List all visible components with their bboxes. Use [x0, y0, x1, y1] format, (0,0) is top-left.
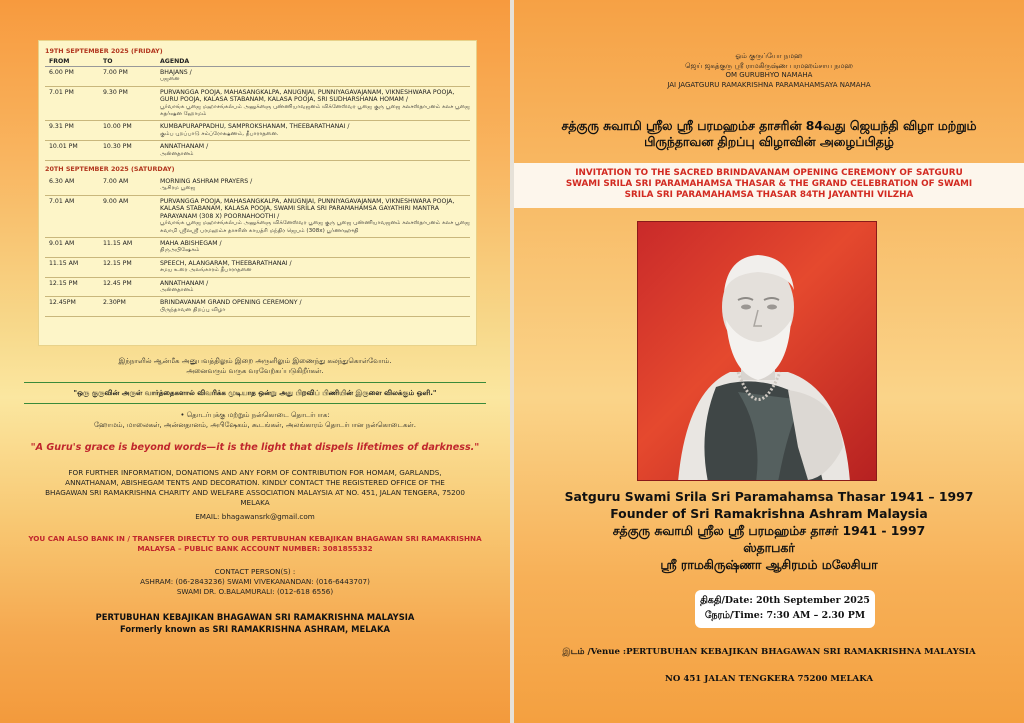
tamil-welcome-line1: இந்நாளில் ஆன்மீக அனுபவத்திலும் இறை அருளிலும் இணைந்து கலந்துகொள்வோம். [118, 357, 392, 365]
row-to: 10.30 PM [103, 143, 132, 151]
row-agenda-tamil: ஆசிரம பூஜை [160, 185, 196, 192]
row-from: 7.01 AM [49, 197, 75, 205]
founder-role: Founder of Sri Ramakrishna Ashram Malaysia [610, 506, 928, 521]
row-agenda-tamil: கும்ப புறப்பாடு சம்ப்ரோக்ஷணம், தீபாராதனை. [160, 130, 279, 137]
row-agenda-english: ANNATHANAM / [160, 143, 209, 151]
email-line: EMAIL: bhagawansrk@gmail.com [195, 512, 315, 521]
row-from: 7.01 PM [49, 88, 74, 96]
info-line4: MELAKA [240, 498, 270, 507]
row-agenda-english: BRINDAVANAM GRAND OPENING CEREMONY / [160, 299, 302, 307]
invocation-block [514, 52, 1024, 90]
row-from: 11.15 AM [49, 259, 79, 267]
schedule-row [45, 141, 470, 161]
schedule-row [45, 67, 470, 87]
row-agenda [160, 89, 470, 119]
org-name: PERTUBUHAN KEBAJIKAN BHAGAWAN SRI RAMAKRISHNA MALAYSIA [95, 612, 415, 622]
row-agenda-english: PURVANGGA POOJA, MAHASANGKALPA, ANUGNJAI, PUNNIYAGAVAJANAM, VIKNESHWARA POOJA, GURU POOJA, KALASA STABANAM, KALASA POOJA, SRI SUDHARSHANA HOMAM / [160, 88, 455, 104]
row-agenda [160, 143, 470, 158]
bank-info [0, 534, 510, 554]
row-agenda-tamil: பஜனை [160, 76, 180, 83]
contact-line1: ASHRAM: (06-2843236) SWAMI VIVEKANANDAN: (016-6443707) [140, 577, 370, 586]
row-from: 6.30 AM [49, 178, 75, 186]
row-agenda-english: PURVANGGA POOJA, MAHASANGKALPA, ANUGNJAI, PUNNIYAGAVAJANAM, VIKNESHWARA POOJA, KALASA STABANAM, KALASA POOJA, SWAMI SRILA SRI PARAMAHAMSA GAYATHIRI MANTRA PARAYANAM (308 X) POORNAHOOTHI / [160, 197, 455, 220]
invitation-line2: SWAMI SRILA SRI PARAMAHAMSA THASAR & THE GRAND CELEBRATION OF SWAMI [565, 179, 973, 189]
founder-block [514, 488, 1024, 573]
row-agenda-tamil: பூர்வாங்க பூஜை மஹாசங்கல்பம் அனுக்ஞை விக்னேஸ்வர பூஜை குரு பூஜை புண்ணியாவஜனம் கலசஸ்தாபனம் கலச பூஜை சுவாமி ஸ்ரீலஸ்ரீ பரமஹம்ச தாசரின் காயத்ரி மந்திர ஜெபம் (308x) பூர்ணாஹுதி [160, 220, 470, 234]
col-agenda: AGENDA [160, 58, 190, 65]
row-agenda [160, 240, 470, 255]
row-to: 7.00 AM [103, 178, 129, 186]
row-agenda-english: KUMBAPURAPPADHU, SAMPROKSHANAM, THEEBARATHANAI / [160, 123, 350, 131]
founder-tamil-ashram: ஸ்ரீ ராமகிருஷ்ணா ஆசிரமம் மலேசியா [660, 557, 878, 572]
tamil-title-line1: சத்குரு சுவாமி ஸ்ரீல ஸ்ரீ பரமஹம்ச தாசரின் 84வது ஜெயந்தி விழா மற்றும் [561, 118, 977, 133]
row-from: 9.31 PM [49, 123, 74, 131]
contact-line2: SWAMI DR. O.BALAMURALI: (012-618 6556) [176, 587, 334, 596]
row-from: 6.00 PM [49, 69, 74, 76]
invitation-line1: INVITATION TO THE SACRED BRINDAVANAM OPENING CEREMONY OF SATGURU [575, 168, 963, 178]
bank-line1: YOU CAN ALSO BANK IN / TRANSFER DIRECTLY TO OUR PERTUBUHAN KEBAJIKAN BHAGAWAN SRI RAMAKRISHNA [28, 534, 482, 543]
schedule-row [45, 278, 470, 298]
row-agenda [160, 299, 470, 314]
schedule-row [45, 176, 470, 196]
tamil-welcome [0, 356, 510, 376]
row-agenda-tamil: திருஅபிஷேகம் [160, 247, 200, 254]
day2-rows [45, 176, 470, 317]
info-line1: FOR FURTHER INFORMATION, DONATIONS AND ANY FORM OF CONTRIBUTION FOR HOMAM, GARLANDS, [68, 468, 442, 477]
row-agenda [160, 260, 470, 275]
bank-line2: MALAYSA – PUBLIC BANK ACCOUNT NUMBER: 3081855332 [137, 544, 373, 553]
venue-line2: NO 451 JALAN TENGKERA 75200 MELAKA [665, 674, 873, 684]
left-page [0, 0, 510, 723]
schedule-row [45, 297, 470, 317]
col-from: FROM [49, 58, 70, 65]
row-agenda [160, 123, 470, 138]
col-to: TO [103, 58, 113, 65]
day2-title: 20TH SEPTEMBER 2025 (SATURDAY) [45, 165, 175, 174]
row-to: 12.45 PM [103, 279, 132, 287]
invocation-line2: ஜெய் ஜகத்குரு ஸ்ரீ ராமகிருஷ்ண பரமஹம்சாய நமஹ [685, 61, 853, 70]
row-from: 9.01 AM [49, 239, 75, 247]
founder-tamil-name: சத்குரு சுவாமி ஸ்ரீல ஸ்ரீ பரமஹம்ச தாசர் 1941 - 1997 [612, 523, 926, 538]
info-line2: ANNATHANAM, ABISHEGAM TENTS AND DECORATION. KINDLY CONTACT THE REGISTERED OFFICE OF THE [65, 478, 445, 487]
founder-tamil-role: ஸ்தாபகர் [743, 540, 795, 555]
row-agenda-tamil: அன்னதானம் [160, 150, 194, 157]
contact-block [0, 567, 510, 597]
row-to: 12.15 PM [103, 259, 132, 267]
schedule-row [45, 121, 470, 141]
schedule-row [45, 238, 470, 258]
invocation-line3: OM GURUBHYO NAMAHA [725, 71, 813, 79]
row-from: 12.45PM [49, 299, 76, 307]
row-agenda-english: ANNATHANAM / [160, 279, 209, 287]
tamil-contrib-line1: • தொடர்புக்கு மற்றும் நன்கொடை தொடர்பாக: [180, 411, 330, 419]
row-agenda-english: BHAJANS / [160, 69, 192, 76]
invocation-line1: ஓம் குருப்யோ நமஹ [735, 52, 803, 60]
english-quote: "A Guru's grace is beyond words—it is the light that dispels lifetimes of darkness." [30, 442, 480, 453]
tamil-contribution [0, 410, 510, 430]
tamil-title-line2: பிருந்தாவன திறப்பு விழாவின் அழைப்பிதழ் [644, 134, 894, 149]
row-to: 11.15 AM [103, 239, 133, 247]
row-to: 9.00 AM [103, 197, 129, 205]
invocation-line4: JAI JAGATGURU RAMAKRISHNA PARAMAHAMSAYA NAMAHA [667, 80, 871, 89]
row-from: 12.15 PM [49, 279, 78, 287]
row-agenda-tamil: சமய உரை அலங்காரம் தீபாராதனை [160, 267, 252, 274]
row-agenda-english: SPEECH, ALANGARAM, THEEBARATHANAI / [160, 259, 292, 267]
row-agenda-tamil: பூர்வாங்க பூஜை மஹாசங்கல்பம் அனுக்ஞை புண்ணியாவஜனம் விக்னேஸ்வர பூஜை குரு பூஜை கலசஸ்தாபனம் கலச பூஜை சுதர்ஷன ஹோமம் [160, 103, 470, 118]
contact-title: CONTACT PERSON(S) : [214, 567, 296, 576]
row-agenda-english: MAHA ABISHEGAM / [160, 239, 222, 247]
right-page [514, 0, 1024, 723]
event-time: நேரம்/Time: 7:30 AM – 2.30 PM [704, 610, 866, 621]
row-to: 9.30 PM [103, 88, 128, 96]
row-to: 10.00 PM [103, 123, 132, 131]
tamil-contrib-line2: ஹோமம், மாலைகள், அன்னதானம், அபிஷேகம், கூடங்கள், அலங்காரம் தொடர்பான நன்கொடைகள். [93, 421, 416, 429]
schedule-row [45, 196, 470, 238]
row-agenda [160, 198, 470, 235]
tamil-quote: "ஒரு குருவின் அருள் வார்த்தைகளால் விவரிக்க முடியாத ஒன்று அது பிறவிப் பிணியின் இருளை விலக்கும் ஒளி." [24, 382, 486, 404]
date-time-box [695, 590, 875, 628]
invitation-title [514, 168, 1024, 201]
schedule-row [45, 87, 470, 122]
row-to: 2.30PM [103, 299, 126, 307]
event-date: திகதி/Date: 20th September 2025 [700, 595, 870, 606]
row-agenda [160, 280, 470, 295]
founder-name: Satguru Swami Srila Sri Paramahamsa Thasar 1941 – 1997 [564, 489, 974, 504]
schedule-card [38, 40, 477, 346]
info-line3: BHAGAWAN SRI RAMAKRISHNA CHARITY AND WELFARE ASSOCIATION MALAYSIA AT NO. 451, JALAN TENGERA, 75200 [45, 488, 465, 497]
satguru-statue-photo [637, 221, 877, 481]
info-block [0, 468, 510, 522]
statue-illustration [638, 222, 877, 481]
tamil-title [514, 118, 1024, 150]
invitation-line3: SRILA SRI PARAMAHAMSA THASAR 84TH JAYANTHI VILZHA [624, 190, 914, 200]
venue-line1: இடம் /Venue :PERTUBUHAN KEBAJIKAN BHAGAWAN SRI RAMAKRISHNA MALAYSIA [562, 647, 976, 657]
org-former-name: Formerly known as SRI RAMAKRISHNA ASHRAM, MELAKA [120, 624, 390, 634]
day1-rows [45, 67, 470, 161]
schedule-row [45, 258, 470, 278]
row-agenda [160, 69, 470, 84]
tamil-welcome-line2: அனைவரும் வருக வரவேற்கப்படுகிறீர்கள். [186, 367, 324, 375]
schedule-header [45, 58, 470, 67]
row-to: 7.00 PM [103, 69, 128, 76]
row-agenda-tamil: அன்னதானம் [160, 286, 194, 293]
row-agenda-english: MORNING ASHRAM PRAYERS / [160, 178, 253, 186]
day1-title: 19TH SEPTEMBER 2025 (FRIDAY) [45, 47, 163, 55]
row-agenda-tamil: பிருந்தாவன திறப்பு விழா [160, 306, 226, 313]
row-agenda [160, 178, 470, 193]
organisation-block [0, 611, 510, 635]
row-from: 10.01 PM [49, 143, 78, 151]
